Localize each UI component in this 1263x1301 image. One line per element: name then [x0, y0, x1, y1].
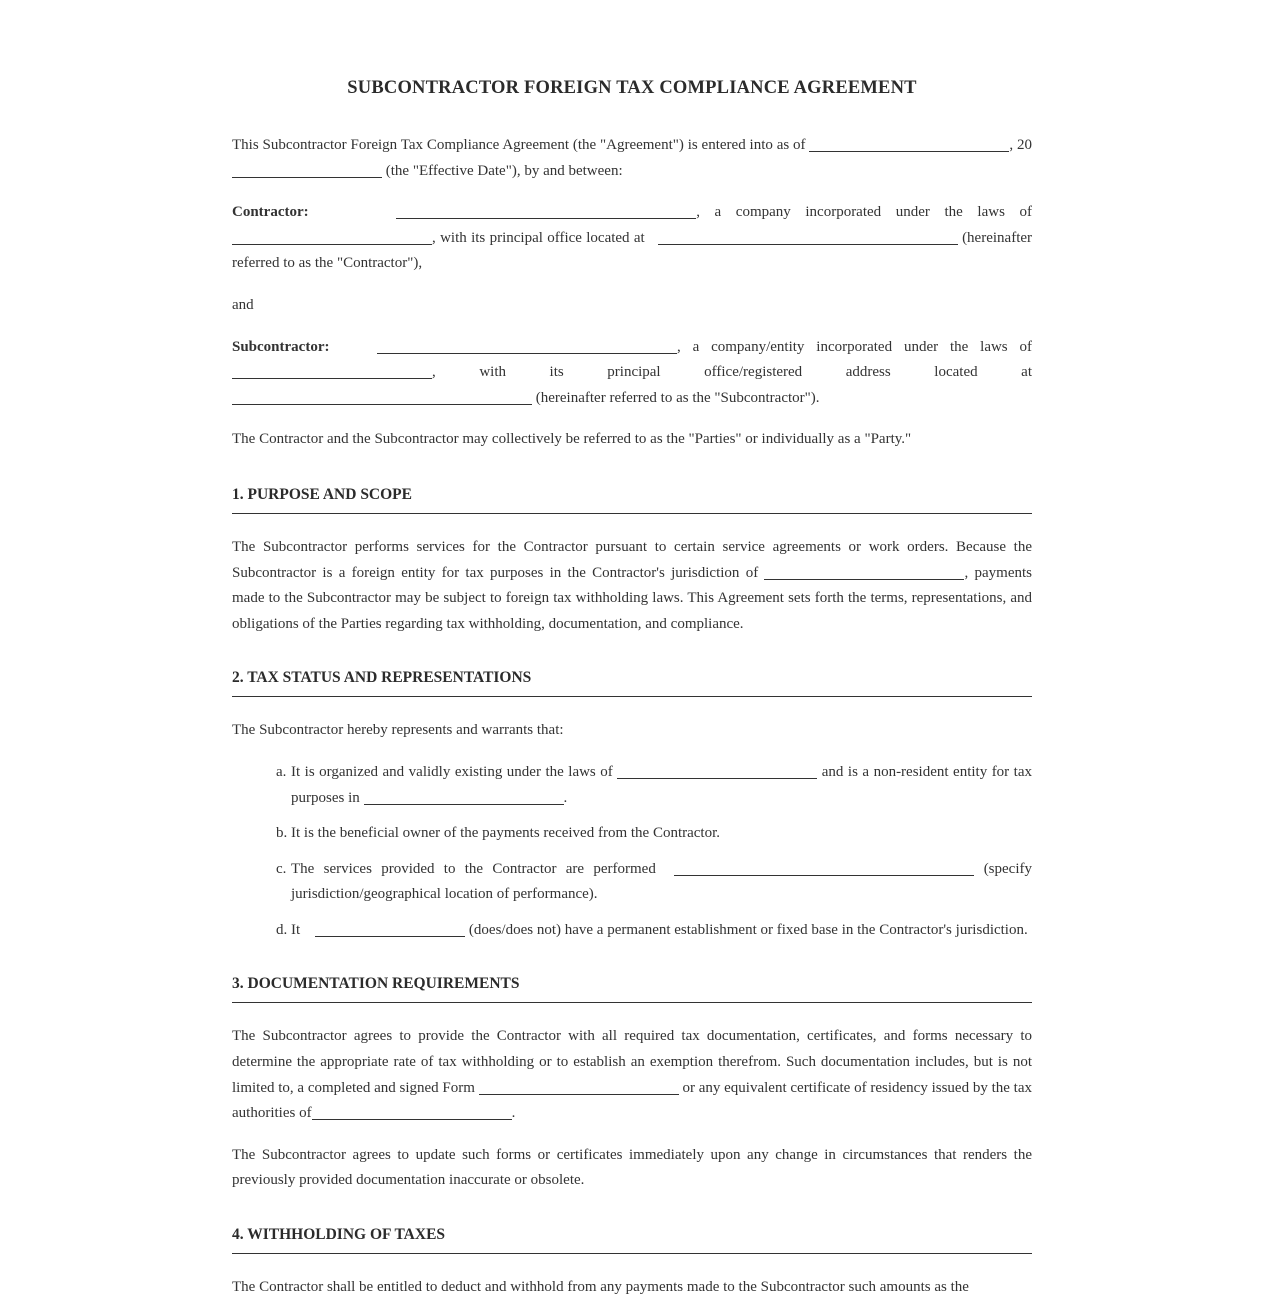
item-c-text-1: The services provided to the Contractor are performed	[291, 860, 656, 877]
section-3-text-1: The Subcontractor agrees to provide the Contractor with all required tax documentation, certificates, and forms necessary to determine the appropriate rate of tax withholding or to establish an exemption therefrom. Such documentation includes, but is not limited to, a completed and signed Form	[232, 1028, 1032, 1096]
contractor-name-blank[interactable]	[396, 204, 696, 219]
list-item	[276, 821, 1032, 847]
item-a-text-3: .	[563, 789, 568, 806]
representations-list	[276, 760, 1032, 944]
list-marker: a.	[276, 763, 287, 780]
parties-paragraph: The Contractor and the Subcontractor may collectively be referred to as the "Parties" or individually as a "Party."	[232, 431, 912, 448]
subcontractor-jurisdiction-blank[interactable]	[232, 364, 432, 379]
list-marker: b.	[276, 825, 288, 842]
intro-paragraph	[232, 133, 1032, 184]
item-d-text-1: It	[291, 921, 301, 938]
year-prefix: , 20	[1009, 137, 1032, 153]
item-a-text-2: and is a non-resident entity for tax purposes in	[291, 763, 1033, 806]
list-item	[276, 918, 1032, 944]
list-item	[276, 857, 1032, 908]
section-1-text-1: The Subcontractor performs services for the Contractor pursuant to certain service agreements or work orders. Because the Subcontractor is a foreign entity for tax purposes in the Contractor's jurisdiction of	[232, 538, 1032, 581]
list-marker: d.	[276, 921, 288, 938]
effective-year-blank[interactable]	[232, 163, 382, 178]
agreement-document	[232, 0, 1032, 1301]
list-item	[276, 760, 1032, 811]
effective-date-blank[interactable]	[809, 137, 1009, 152]
subcontractor-label: Subcontractor:	[232, 338, 330, 355]
section-3-text-2: or any equivalent certificate of residency issued by the tax authorities of	[232, 1079, 1033, 1122]
section-3-paragraph-1	[232, 1024, 1032, 1126]
subcontractor-paragraph	[232, 335, 1032, 412]
subcontractor-text-3: (hereinafter referred to as the "Subcontractor").	[535, 389, 820, 406]
contractor-jurisdiction-blank-2[interactable]	[764, 565, 964, 580]
section-3-heading: 3. DOCUMENTATION REQUIREMENTS	[232, 975, 1032, 1003]
contractor-text-3: (hereinafter referred to as the "Contractor"),	[232, 229, 1033, 272]
section-3-text-3: .	[511, 1105, 516, 1122]
section-2-heading: 2. TAX STATUS AND REPRESENTATIONS	[232, 669, 1032, 697]
intro-text-end: (the "Effective Date"), by and between:	[385, 162, 623, 179]
section-4-paragraph-1: The Contractor shall be entitled to deduct and withhold from any payments made to the Subcontractor such amounts as the	[232, 1279, 969, 1296]
tax-residence-blank[interactable]	[364, 790, 564, 805]
tax-authority-blank[interactable]	[312, 1105, 512, 1120]
list-item-text: It is the beneficial owner of the payments received from the Contractor.	[291, 825, 721, 842]
section-1-heading: 1. PURPOSE AND SCOPE	[232, 486, 1032, 514]
subcontractor-text-1: , a company/entity incorporated under the laws of	[676, 338, 1032, 355]
contractor-address-blank[interactable]	[658, 230, 958, 245]
organization-jurisdiction-blank[interactable]	[617, 764, 817, 779]
contractor-label: Contractor:	[232, 204, 309, 221]
contractor-text-2: , with its principal office located at	[432, 229, 645, 246]
section-4-heading: 4. WITHHOLDING OF TAXES	[232, 1226, 1032, 1254]
list-item-text	[291, 918, 1032, 944]
and-text: and	[232, 296, 254, 313]
item-d-text-2: (does/does not) have a permanent establishment or fixed base in the Contractor's jurisdiction.	[468, 921, 1028, 938]
item-c-text-2: (specify jurisdiction/geographical location of performance).	[291, 860, 1032, 903]
document-title: SUBCONTRACTOR FOREIGN TAX COMPLIANCE AGREEMENT	[347, 78, 917, 98]
list-item-text	[291, 857, 1032, 908]
subcontractor-address-blank[interactable]	[232, 390, 532, 405]
section-2-intro: The Subcontractor hereby represents and warrants that:	[232, 722, 564, 739]
list-marker: c.	[276, 860, 287, 877]
tax-form-blank[interactable]	[479, 1080, 679, 1095]
contractor-paragraph	[232, 200, 1032, 277]
list-item-text	[291, 760, 1032, 811]
section-3-paragraph-2: The Subcontractor agrees to update such forms or certificates immediately upon any change in circumstances that renders the previously provided documentation inaccurate or obsolete.	[232, 1146, 1032, 1189]
section-1-paragraph	[232, 535, 1032, 637]
performance-location-blank[interactable]	[674, 861, 974, 876]
subcontractor-name-blank[interactable]	[377, 339, 677, 354]
intro-text: This Subcontractor Foreign Tax Compliance Agreement (the "Agreement") is entered into as of	[232, 137, 806, 153]
item-a-text-1: It is organized and validly existing under the laws of	[291, 763, 613, 780]
section-1-text-2: , payments made to the Subcontractor may be subject to foreign tax withholding laws. This Agreement sets forth the terms, representations, and obligations of the Parties regarding tax withholding, documentation, and compliance.	[232, 564, 1032, 632]
contractor-text-1: , a company incorporated under the laws of	[696, 204, 1032, 221]
permanent-establishment-blank[interactable]	[315, 922, 465, 937]
subcontractor-text-2: , with its principal office/registered address located at	[432, 364, 1032, 381]
contractor-jurisdiction-blank[interactable]	[232, 230, 432, 245]
